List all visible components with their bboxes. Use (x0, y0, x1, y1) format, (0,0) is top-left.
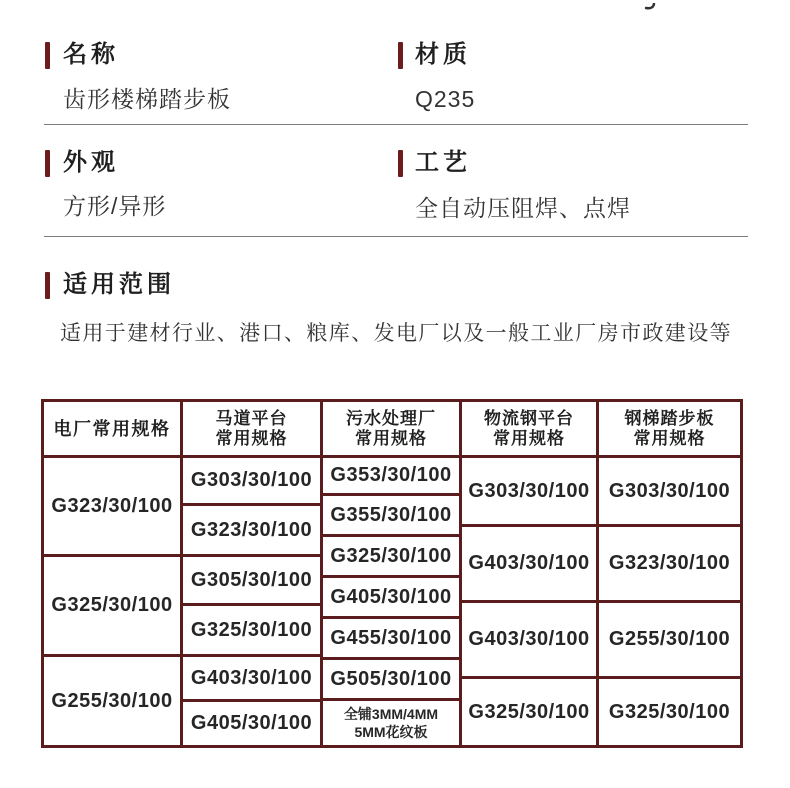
table-cell: G405/30/100 (190, 712, 313, 734)
column-header (183, 402, 320, 458)
spec-label: 外观 (63, 149, 119, 176)
table-cell (323, 701, 459, 745)
table-cell: G303/30/100 (183, 458, 320, 506)
column-header-line: 电厂常用规格 (53, 418, 171, 439)
table-cell: G305/30/100 (183, 557, 320, 606)
table-cell-line: 5MM花纹板 (354, 724, 428, 740)
table-column (323, 402, 462, 745)
column-header (462, 402, 596, 458)
table-cell: G255/30/100 (51, 689, 173, 712)
table-column (44, 402, 183, 745)
table-cell: G325/30/100 (44, 557, 180, 657)
spec-value: 方形/异形 (63, 193, 167, 219)
table-cell: G353/30/100 (323, 458, 459, 496)
table-cell: G325/30/100 (323, 537, 459, 578)
table-cell: G303/30/100 (599, 458, 740, 527)
table-cell: G323/30/100 (599, 527, 740, 603)
table-cell: G403/30/100 (183, 657, 320, 702)
column-header-line: 常用规格 (215, 428, 288, 448)
cropped-glyph-fragment (638, 0, 662, 10)
table-column (183, 402, 323, 745)
table-cell: G505/30/100 (323, 660, 459, 701)
table-cell: G455/30/100 (323, 619, 459, 660)
column-header-line: 常用规格 (355, 428, 427, 448)
column-header-line: 马道平台 (215, 408, 288, 428)
column-header (323, 402, 459, 458)
column-header-line: 钢梯踏步板 (624, 408, 715, 428)
spec-label: 名称 (63, 41, 119, 68)
scope-label: 适用范围 (63, 271, 175, 298)
section-marker (45, 150, 50, 177)
spec-value: 全自动压阻焊、点焊 (415, 195, 631, 221)
divider (44, 124, 748, 125)
spec-table (41, 399, 743, 748)
table-cell: G325/30/100 (468, 700, 590, 723)
table-cell: G323/30/100 (44, 458, 180, 557)
column-header-line: 常用规格 (633, 428, 706, 448)
table-cell: G403/30/100 (462, 527, 596, 603)
table-cell: G325/30/100 (608, 700, 731, 723)
scope-value: 适用于建材行业、港口、粮库、发电厂以及一般工业厂房市政建设等 (60, 322, 732, 345)
column-header-line: 物流钢平台 (484, 408, 574, 428)
table-cell: G405/30/100 (323, 578, 459, 619)
table-cell: G303/30/100 (462, 458, 596, 527)
table-column (462, 402, 599, 745)
table-cell: G403/30/100 (462, 603, 596, 679)
table-cell: G255/30/100 (599, 603, 740, 679)
table-cell-line: 全铺3MM/4MM (343, 706, 439, 722)
section-marker (398, 150, 403, 177)
column-header-line: 常用规格 (493, 428, 565, 448)
divider (44, 236, 748, 237)
spec-value: 齿形楼梯踏步板 (63, 86, 231, 112)
section-marker (45, 272, 50, 299)
spec-label: 材质 (415, 41, 471, 68)
table-cell: G325/30/100 (183, 606, 320, 657)
column-header-line: 污水处理厂 (346, 408, 436, 428)
spec-label: 工艺 (415, 149, 471, 176)
table-cell: G323/30/100 (183, 506, 320, 557)
spec-value: Q235 (415, 86, 476, 112)
column-header (599, 402, 740, 458)
section-marker (45, 42, 50, 69)
section-marker (398, 42, 403, 69)
column-header (44, 402, 180, 458)
table-cell: G355/30/100 (323, 496, 459, 537)
table-column (599, 402, 740, 745)
